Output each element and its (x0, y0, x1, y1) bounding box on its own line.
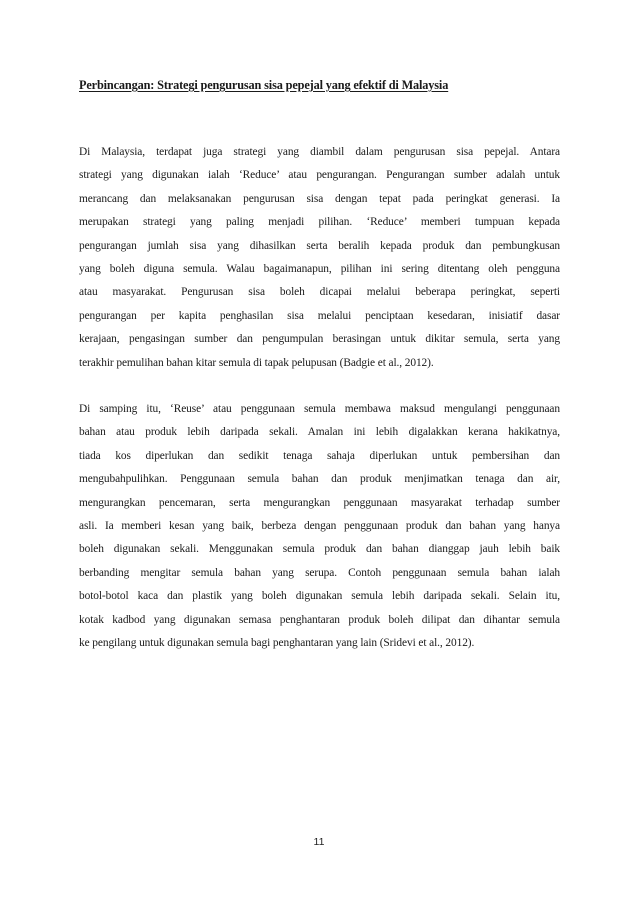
paragraph-line: atau masyarakat. Pengurusan sisa boleh dicapai melalui beberapa peringkat, seperti (79, 286, 560, 299)
paragraph-line: merupakan strategi yang paling menjadi pilihan. ‘Reduce’ memberi tumpuan kepada (79, 216, 560, 229)
paragraph-line: Di Malaysia, terdapat juga strategi yang diambil dalam pengurusan sisa pepejal. Antara (79, 146, 560, 158)
paragraph-line: Di samping itu, ‘Reuse’ atau penggunaan semula membawa maksud mengulangi penggunaan (79, 403, 560, 415)
paragraph-line: ke pengilang untuk digunakan semula bagi penghantaran yang lain (Sridevi et al., 2012). (79, 636, 475, 649)
paragraph-line: merancang dan melaksanakan pengurusan sisa dengan tepat pada peringkat generasi. Ia (79, 192, 560, 205)
page-number: 11 (313, 836, 325, 848)
paragraph-line: strategi yang digunakan ialah ‘Reduce’ atau pengurangan. Pengurangan sumber adalah untuk (79, 169, 560, 182)
paragraph-line: bahan atau produk lebih daripada sekali. Amalan ini lebih digalakkan kerana hakikatnya, (79, 426, 560, 439)
paragraph-reduce (79, 141, 560, 375)
paragraph-line: kotak kadbod yang digunakan semasa penghantaran produk boleh dilipat dan dihantar semula (79, 613, 560, 626)
paragraph-line: pengurangan jumlah sisa yang dihasilkan serta beralih kepada produk dan pembungkusan (79, 239, 560, 252)
paragraph-line: mengubahpulihkan. Penggunaan semula bahan dan produk menjimatkan tenaga dan air, (79, 473, 560, 486)
paragraph-reuse (79, 398, 560, 655)
paragraph-line: yang boleh diguna semula. Walau bagaimanapun, pilihan ini sering ditentang oleh pengguna (79, 262, 560, 275)
paragraph-line: tiada kos diperlukan dan sedikit tenaga sahaja diperlukan untuk pembersihan dan (79, 449, 560, 462)
section-heading: Perbincangan: Strategi pengurusan sisa pepejal yang efektif di Malaysia (79, 78, 449, 92)
paragraph-line: botol-botol kaca dan plastik yang boleh digunakan semula lebih daripada sekali. Selain itu, (79, 590, 560, 603)
paragraph-line: pengurangan per kapita penghasilan sisa melalui penciptaan kesedaran, inisiatif dasar (79, 309, 560, 322)
paragraph-line: mengurangkan pencemaran, serta mengurangkan penggunaan masyarakat terhadap sumber (79, 496, 560, 509)
paragraph-line: berbanding mengitar semula bahan yang serupa. Contoh penggunaan semula bahan ialah (79, 566, 560, 579)
paragraph-line: terakhir pemulihan bahan kitar semula di tapak pelupusan (Badgie et al., 2012). (79, 356, 434, 369)
paragraph-line: kerajaan, pengasingan sumber dan pengumpulan berasingan untuk dikitar semula, serta yang (79, 333, 560, 346)
paragraph-line: asli. Ia memberi kesan yang baik, berbeza dengan penggunaan produk dan bahan yang hanya (79, 519, 560, 532)
paragraph-line: boleh digunakan sekali. Menggunakan semula produk dan bahan dianggap jauh lebih baik (79, 543, 560, 556)
